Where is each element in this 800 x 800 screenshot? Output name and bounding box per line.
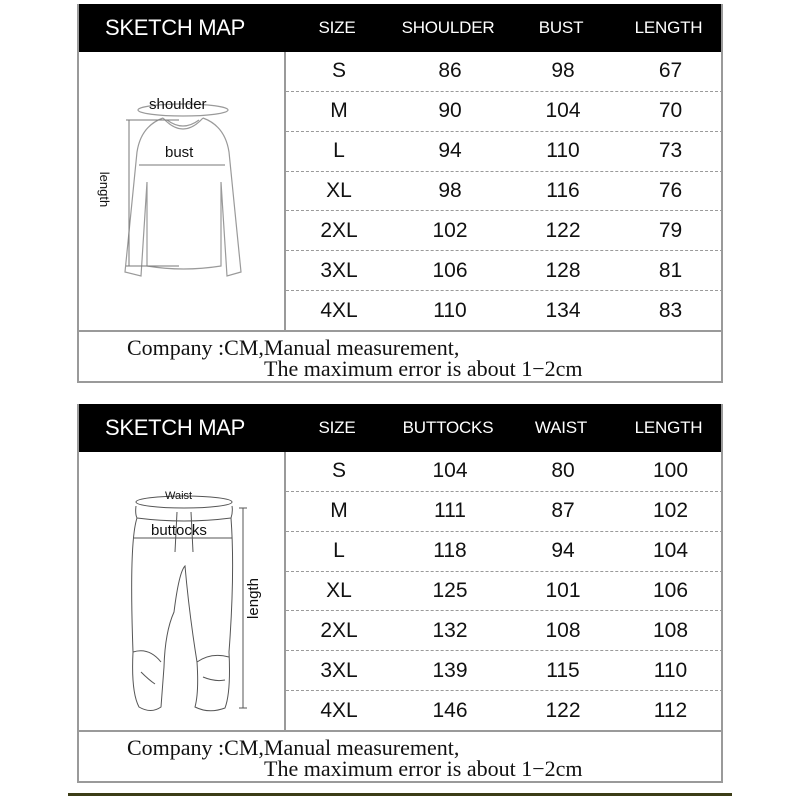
table-row <box>286 92 723 132</box>
table-row <box>286 651 723 691</box>
shirt-sketch <box>79 52 286 330</box>
size-cell: M <box>330 99 348 123</box>
size-cell: M <box>330 499 348 523</box>
sketch-map-heading: SKETCH MAP <box>105 415 246 440</box>
bottom-divider <box>68 793 732 796</box>
note-line-1: Company :CM,Manual measurement, <box>127 335 460 360</box>
col-header-size: SIZE <box>318 418 356 437</box>
length-cell: 76 <box>658 179 683 202</box>
shoulder-cell: 106 <box>432 258 468 282</box>
table-row <box>286 492 723 532</box>
shirt-chart-header <box>79 4 721 52</box>
length-cell: 81 <box>658 258 683 282</box>
pants-size-rows <box>286 452 723 730</box>
pants-sketch <box>79 452 286 730</box>
table-row <box>286 611 723 651</box>
size-cell: S <box>331 459 346 483</box>
waist-cell: 101 <box>545 579 581 602</box>
measurement-note <box>79 732 721 783</box>
waist-label: Waist <box>165 490 193 502</box>
size-cell: S <box>331 59 346 83</box>
table-row <box>286 172 723 212</box>
size-cell: 2XL <box>320 618 358 642</box>
size-cell: 4XL <box>320 298 358 322</box>
buttocks-cell: 118 <box>433 539 467 563</box>
length-cell: 104 <box>652 539 689 563</box>
length-cell: 79 <box>658 218 683 242</box>
length-cell: 110 <box>653 658 688 682</box>
waist-cell: 108 <box>545 618 581 642</box>
buttocks-cell: 132 <box>432 618 468 642</box>
shirt-size-chart <box>77 4 723 383</box>
shoulder-label: shoulder <box>149 96 207 113</box>
buttocks-cell: 111 <box>434 499 466 523</box>
col-header-shoulder: SHOULDER <box>401 18 495 37</box>
bust-cell: 98 <box>551 59 575 83</box>
bust-cell: 116 <box>546 179 580 202</box>
col-header-waist: WAIST <box>534 418 588 437</box>
col-header-length: LENGTH <box>634 18 703 37</box>
shirt-size-rows <box>286 52 723 330</box>
waist-cell: 94 <box>551 539 575 563</box>
measurement-note <box>79 332 721 383</box>
length-cell: 106 <box>652 579 689 602</box>
length-cell: 67 <box>658 59 683 83</box>
length-label: length <box>97 171 113 208</box>
length-cell: 102 <box>652 499 689 523</box>
sketch-map-heading: SKETCH MAP <box>105 15 246 40</box>
bust-cell: 104 <box>545 99 581 123</box>
shoulder-cell: 110 <box>433 298 467 322</box>
size-cell: 2XL <box>320 218 358 242</box>
bust-cell: 122 <box>545 218 581 242</box>
size-cell: L <box>333 539 345 563</box>
table-row <box>286 211 723 251</box>
size-cell: 3XL <box>320 258 358 282</box>
pants-chart-header <box>79 404 721 452</box>
shoulder-cell: 102 <box>432 218 468 242</box>
buttocks-cell: 104 <box>432 459 468 483</box>
table-row <box>286 532 723 572</box>
size-cell: XL <box>326 579 352 602</box>
buttocks-cell: 125 <box>432 579 468 602</box>
length-cell: 112 <box>653 698 688 722</box>
size-cell: 3XL <box>320 658 358 682</box>
bust-cell: 134 <box>545 298 581 322</box>
waist-cell: 87 <box>551 499 575 523</box>
length-cell: 100 <box>652 459 689 483</box>
bust-cell: 110 <box>546 139 580 163</box>
table-row <box>286 52 723 92</box>
table-row <box>286 691 723 730</box>
note-line-2: The maximum error is about 1−2cm <box>264 356 583 381</box>
length-cell: 108 <box>652 618 689 642</box>
shoulder-cell: 86 <box>438 59 462 83</box>
col-header-length: LENGTH <box>634 418 703 437</box>
table-row <box>286 251 723 291</box>
note-line-2: The maximum error is about 1−2cm <box>264 756 583 781</box>
length-cell: 83 <box>658 298 683 322</box>
table-row <box>286 452 723 492</box>
buttocks-cell: 139 <box>432 658 468 682</box>
waist-cell: 115 <box>546 658 580 682</box>
size-cell: XL <box>326 179 352 202</box>
table-row <box>286 132 723 172</box>
col-header-size: SIZE <box>318 18 356 37</box>
length-cell: 70 <box>658 99 683 123</box>
size-cell: 4XL <box>320 698 358 722</box>
shoulder-cell: 94 <box>438 139 462 163</box>
col-header-bust: BUST <box>538 18 584 37</box>
table-row <box>286 291 723 330</box>
shoulder-cell: 90 <box>438 99 462 123</box>
col-header-buttocks: BUTTOCKS <box>402 418 494 437</box>
length-cell: 73 <box>658 139 683 163</box>
pants-size-chart <box>77 404 723 783</box>
bust-cell: 128 <box>545 258 581 282</box>
waist-cell: 80 <box>551 459 575 483</box>
length-label: length <box>244 578 262 619</box>
table-row <box>286 572 723 612</box>
shoulder-cell: 98 <box>438 179 462 202</box>
buttocks-cell: 146 <box>432 698 468 722</box>
size-cell: L <box>333 139 345 163</box>
bust-label: bust <box>165 144 194 161</box>
note-line-1: Company :CM,Manual measurement, <box>127 735 460 760</box>
waist-cell: 122 <box>545 698 581 722</box>
buttocks-label: buttocks <box>151 522 207 539</box>
